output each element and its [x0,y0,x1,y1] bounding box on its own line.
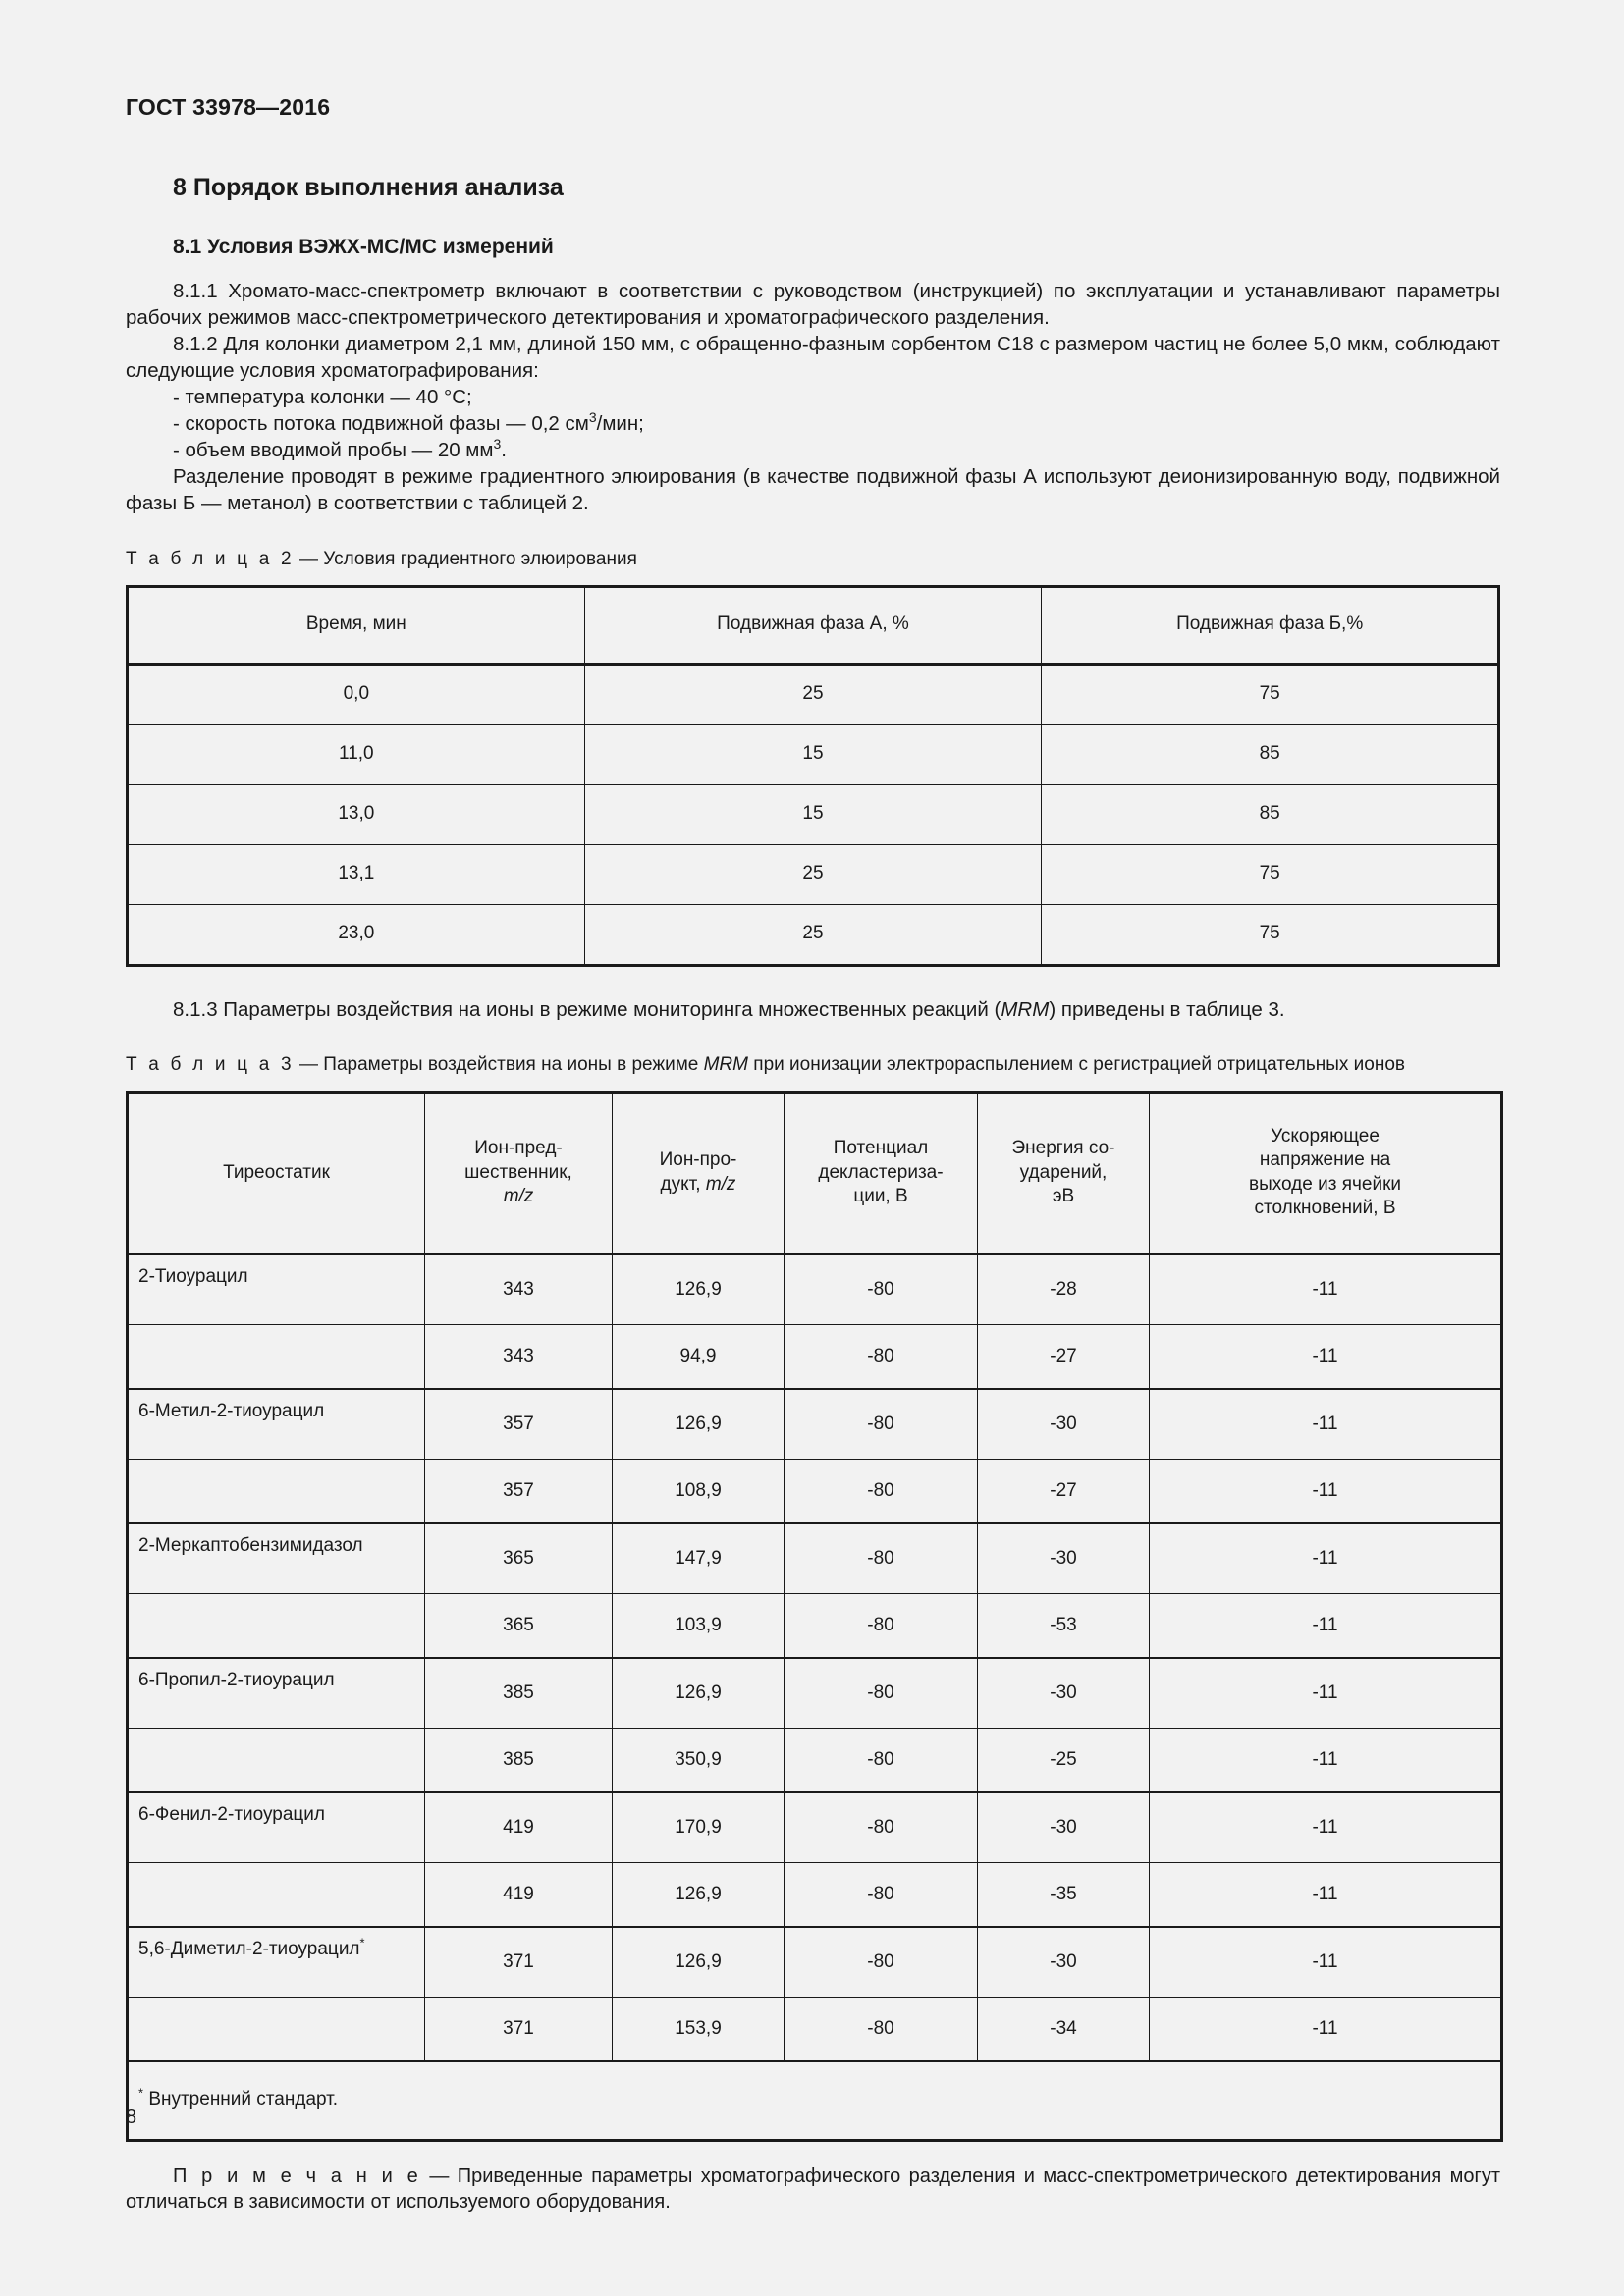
table-row [128,1927,1502,1998]
cell-product: 108,9 [613,1459,785,1523]
table-row [128,1324,1502,1389]
cell-cxp: -11 [1150,1927,1502,1998]
subsection-heading-8-1: 8.1 Условия ВЭЖХ-МС/МС измерений [173,235,554,258]
hdr-line: ции, В [853,1185,908,1206]
cell-time: 23,0 [128,904,585,965]
cell-cxp: -11 [1150,1523,1502,1594]
paragraph-separation [126,463,1500,516]
cell-compound-name-continuation [128,1997,425,2061]
mrm-italic: MRM [1001,997,1050,1021]
cell-phase-b: 75 [1042,904,1499,965]
cell-ce: -30 [978,1927,1150,1998]
cell-compound-name-continuation [128,1459,425,1523]
cell-ce: -28 [978,1254,1150,1324]
cell-dp: -80 [785,1792,978,1863]
table2-caption [126,547,1500,571]
table2-col-header-time: Время, мин [128,586,585,664]
note-block [126,2163,1500,2216]
cell-precursor: 365 [425,1593,613,1658]
document-standard-header: ГОСТ 33978—2016 [126,94,331,120]
cell-product: 153,9 [613,1997,785,2061]
paragraph-separation-text: Разделение проводят в режиме градиентного элюирования (в качестве подвижной фазы А используют деионизированную воду, подвижной фазы Б — метанол) в соответствии с таблицей 2. [126,465,1500,515]
table2-body [128,664,1499,965]
hdr-line: ударений, [1019,1161,1108,1183]
table2-head [128,586,1499,664]
cell-phase-b: 85 [1042,724,1499,784]
cell-precursor: 419 [425,1792,613,1863]
cell-phase-b: 85 [1042,784,1499,844]
cell-cxp: -11 [1150,1728,1502,1792]
cell-product: 126,9 [613,1658,785,1729]
cell-cxp: -11 [1150,1862,1502,1927]
cell-time: 13,0 [128,784,585,844]
table-mrm-parameters [126,1091,1503,2142]
cell-precursor: 419 [425,1862,613,1927]
note-text: Приведенные параметры хроматографического разделения и масс-спектрометрического детектирования могут отличаться в зависимости от используемого оборудования. [126,2164,1500,2214]
cell-ce: -35 [978,1862,1150,1927]
table2-header-row [128,586,1499,664]
cell-cxp: -11 [1150,1658,1502,1729]
cell-product: 103,9 [613,1593,785,1658]
cell-time: 13,1 [128,844,585,904]
cell-cxp: -11 [1150,1389,1502,1460]
hdr-line: выходе из ячейки [1248,1173,1401,1195]
cell-dp: -80 [785,1523,978,1594]
table-row [128,904,1499,965]
table-row [128,1389,1502,1460]
paragraph-8-1-2-text: 8.1.2 Для колонки диаметром 2,1 мм, длиной 150 мм, с обращенно-фазным сорбентом С18 с размером частиц не более 5,0 мкм, соблюдают следующие условия хроматографирования: [126,333,1500,383]
cell-product: 350,9 [613,1728,785,1792]
cell-precursor: 385 [425,1728,613,1792]
superscript-3: 3 [588,409,597,426]
table3-caption-text-2: при ионизации электрораспылением с регистрацией отрицательных ионов [748,1053,1405,1075]
cell-precursor: 343 [425,1324,613,1389]
cell-precursor: 357 [425,1459,613,1523]
cell-ce: -30 [978,1389,1150,1460]
cell-dp: -80 [785,1862,978,1927]
cell-product: 126,9 [613,1927,785,1998]
table3-caption-dash: — [294,1053,324,1075]
cell-compound-name-continuation [128,1728,425,1792]
table3-col-header-collision-energy [978,1092,1150,1254]
hdr-line: эВ [1052,1185,1075,1206]
hdr-line: столкновений, В [1254,1198,1396,1219]
list-item: - объем вводимой пробы — 20 $мм^3$. [173,436,507,462]
cell-product: 126,9 [613,1389,785,1460]
hdr-line-italic: m/z [503,1185,534,1206]
table-row [128,1792,1502,1863]
table3-header-row [128,1092,1502,1254]
cell-dp: -80 [785,1658,978,1729]
table2-col-header-phase-b: Подвижная фаза Б,% [1042,586,1499,664]
cell-cxp: -11 [1150,1324,1502,1389]
hdr-line-italic: m/z [705,1173,736,1195]
table-row [128,1658,1502,1729]
table-gradient-elution [126,585,1500,967]
table3-col-header-precursor-ion [425,1092,613,1254]
hdr-line: Потенциал [833,1138,929,1159]
cell-compound-name: 6-Метил-2-тиоурацил [128,1389,425,1460]
cell-ce: -27 [978,1459,1150,1523]
cell-compound-name: 6-Фенил-2-тиоурацил [128,1792,425,1863]
table-row [128,664,1499,724]
cell-compound-name: 2-Меркаптобензимидазол [128,1523,425,1594]
cell-dp: -80 [785,1927,978,1998]
note-label: П р и м е ч а н и е [173,2164,421,2187]
cell-cxp: -11 [1150,1459,1502,1523]
hdr-line: напряжение на [1259,1149,1391,1171]
table3-footnote-row [128,2061,1502,2141]
hdr-line: Ускоряющее [1271,1126,1380,1148]
footnote-marker: * [138,2085,144,2101]
table-row [128,844,1499,904]
paragraph-8-1-3: 8.1.3 Параметры воздействия на ионы в режиме мониторинга множественных реакций (MRM) приведены в таблице 3. [173,997,1285,1021]
cell-precursor: 371 [425,1997,613,2061]
superscript-3: 3 [493,436,502,453]
list-item: - скорость потока подвижной фазы — 0,2 $см^3$/мин; [173,409,644,436]
table3-col-header-exit-voltage [1150,1092,1502,1254]
page-number: 8 [126,2107,137,2128]
cell-precursor: 357 [425,1389,613,1460]
section-heading-8: 8 Порядок выполнения анализа [173,173,564,201]
cell-phase-b: 75 [1042,664,1499,724]
table2-caption-label: Т а б л и ц а 2 [126,548,295,569]
cell-precursor: 343 [425,1254,613,1324]
cell-ce: -34 [978,1997,1150,2061]
table-row [128,1997,1502,2061]
cell-cxp: -11 [1150,1792,1502,1863]
hdr-line: декластериза- [818,1161,944,1183]
paragraph-8-1-1 [126,278,1500,331]
cell-product: 147,9 [613,1523,785,1594]
table3-head [128,1092,1502,1254]
table-row [128,1523,1502,1594]
footnote-text: Внутренний стандарт. [148,2088,339,2109]
table3-footnote [128,2061,1502,2141]
table-row [128,1728,1502,1792]
chromatography-conditions-list [126,384,1500,463]
cell-compound-name: 2-Тиоурацил [128,1254,425,1324]
cell-phase-a: 15 [584,724,1042,784]
cell-dp: -80 [785,1389,978,1460]
cell-precursor: 385 [425,1658,613,1729]
cell-precursor: 371 [425,1927,613,1998]
cell-phase-a: 25 [584,664,1042,724]
cell-phase-a: 25 [584,904,1042,965]
table2-caption-text: Условия градиентного элюирования [323,548,637,569]
table-row [128,724,1499,784]
cell-time: 0,0 [128,664,585,724]
cell-ce: -30 [978,1523,1150,1594]
table3-caption [126,1052,1500,1077]
cell-ce: -25 [978,1728,1150,1792]
cell-compound-name [128,1927,425,1998]
table3-caption-italic: MRM [703,1053,748,1075]
table-row [128,1459,1502,1523]
cell-phase-a: 25 [584,844,1042,904]
cell-compound-name-continuation [128,1862,425,1927]
cell-dp: -80 [785,1728,978,1792]
hdr-line: Энергия со- [1011,1138,1115,1159]
table-row [128,1593,1502,1658]
table3-body [128,1254,1502,2140]
cell-ce: -30 [978,1792,1150,1863]
table3-col-header-product-ion [613,1092,785,1254]
footnote-marker: * [359,1935,365,1950]
hdr-line: шественник, [464,1161,572,1183]
cell-precursor: 365 [425,1523,613,1594]
cell-dp: -80 [785,1593,978,1658]
page-content [126,94,1500,2216]
compound-name-text: 5,6-Диметил-2-тиоурацил [138,1938,360,1959]
cell-ce: -30 [978,1658,1150,1729]
paragraph-8-1-1-text: 8.1.1 Хромато-масс-спектрометр включают в соответствии с руководством (инструкцией) по эксплуатации и устанавливают параметры рабочих режимов масс-спектрометрического детектирования и хроматографического разделения. [126,280,1500,330]
cell-dp: -80 [785,1997,978,2061]
cell-cxp: -11 [1150,1593,1502,1658]
table3-col-header-declustering-potential [785,1092,978,1254]
cell-phase-a: 15 [584,784,1042,844]
table-row [128,1862,1502,1927]
paragraph-8-1-2 [126,331,1500,384]
table-row [128,1254,1502,1324]
cell-dp: -80 [785,1324,978,1389]
hdr-line: дукт, [660,1173,706,1195]
cell-cxp: -11 [1150,1997,1502,2061]
cell-phase-b: 75 [1042,844,1499,904]
table2-caption-dash: — [294,548,324,569]
table3-col-header-thyreostat: Тиреостатик [128,1092,425,1254]
cell-ce: -53 [978,1593,1150,1658]
cell-ce: -27 [978,1324,1150,1389]
cell-dp: -80 [785,1459,978,1523]
table-row [128,784,1499,844]
cell-time: 11,0 [128,724,585,784]
list-item: - температура колонки — 40 °C; [173,386,472,409]
hdr-line: Ион-пред- [474,1138,563,1159]
cell-compound-name: 6-Пропил-2-тиоурацил [128,1658,425,1729]
table2-col-header-phase-a: Подвижная фаза А, % [584,586,1042,664]
cell-compound-name-continuation [128,1324,425,1389]
cell-product: 126,9 [613,1862,785,1927]
cell-product: 126,9 [613,1254,785,1324]
table3-caption-text-1: Параметры воздействия на ионы в режиме [323,1053,704,1075]
cell-compound-name-continuation [128,1593,425,1658]
cell-product: 94,9 [613,1324,785,1389]
table3-caption-label: Т а б л и ц а 3 [126,1053,295,1075]
note-dash: — [420,2164,458,2187]
cell-product: 170,9 [613,1792,785,1863]
hdr-line: Ион-про- [659,1149,737,1171]
cell-cxp: -11 [1150,1254,1502,1324]
cell-dp: -80 [785,1254,978,1324]
